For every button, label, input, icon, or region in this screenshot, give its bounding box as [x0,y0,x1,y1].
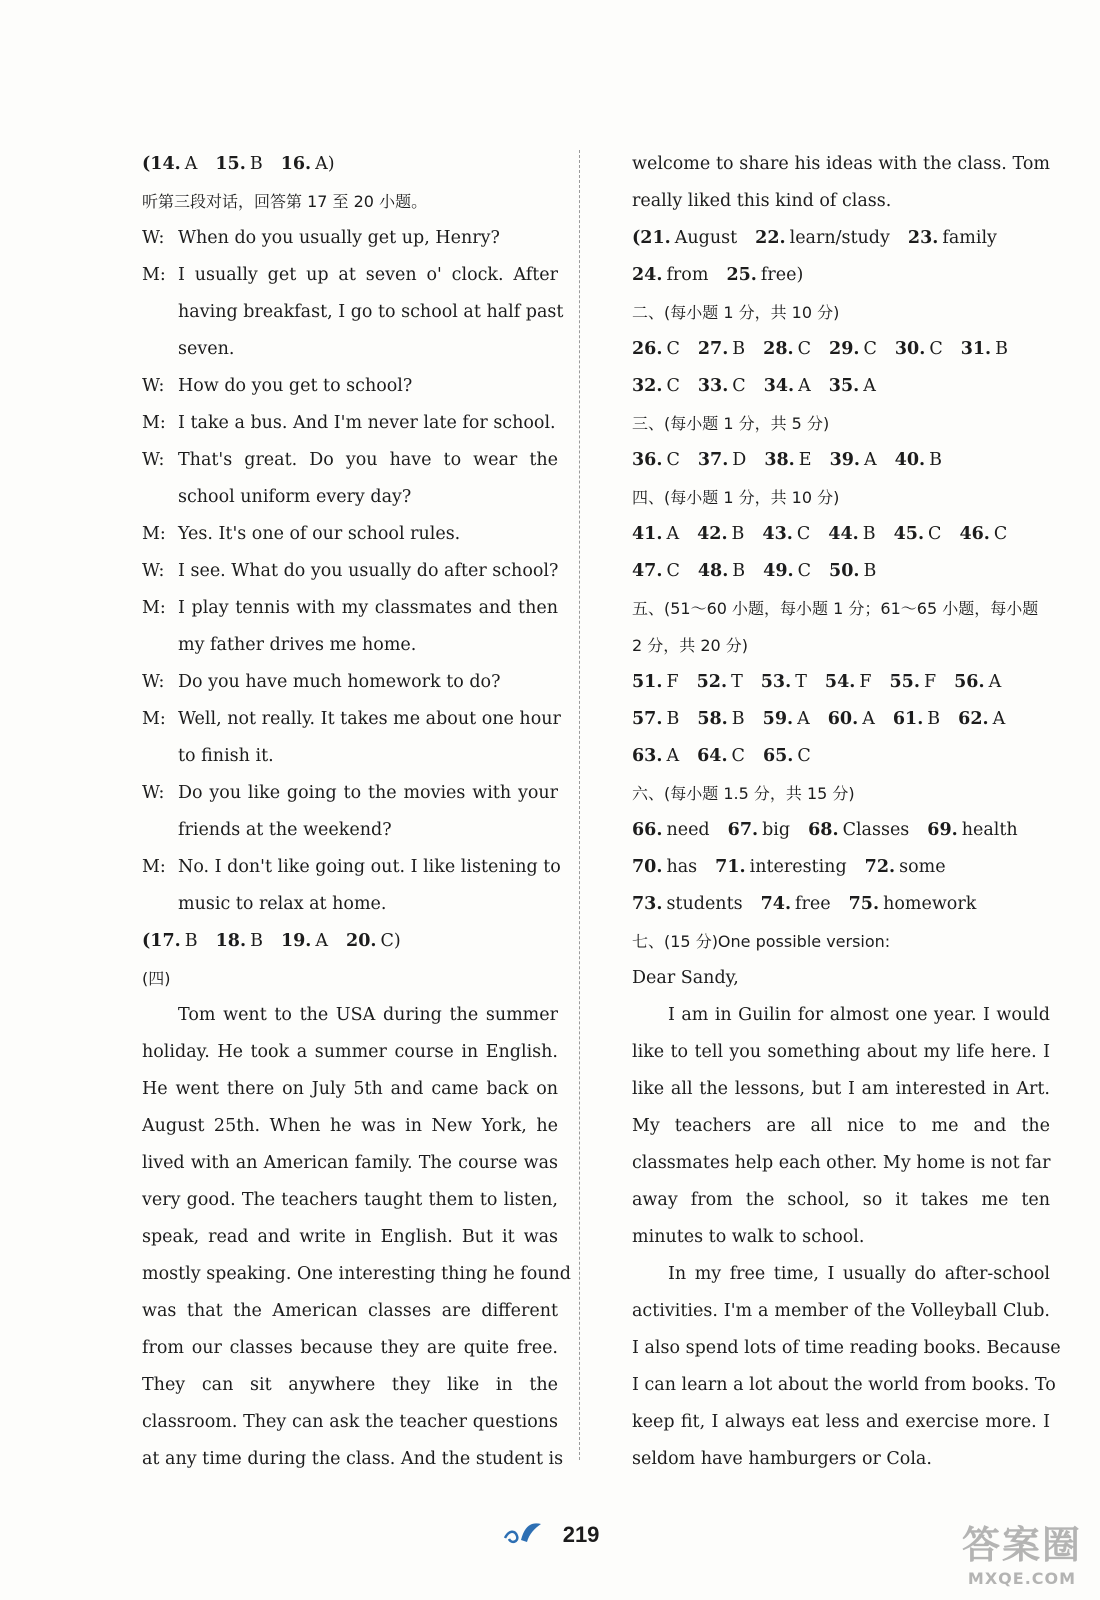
dialogue-line [142,775,558,812]
question-number: 42. [697,524,728,544]
paragraph-first-line: Tom went to the USA during the summer [178,1005,558,1025]
paragraph-line: away from the school, so it takes me ten [632,1190,1050,1210]
speaker-label: M: [142,857,166,877]
paragraph-line: I also spend lots of time reading books. Because [632,1338,1061,1358]
question-number: 44. [828,524,859,544]
answer-value: C [928,524,942,544]
question-number: 73. [632,894,663,914]
answer-value: D [732,450,747,470]
dialogue-line [142,849,561,886]
question-number: 71. [715,857,746,877]
question-number: 51. [632,672,663,692]
answer-value: C [666,450,680,470]
answer-value: F [859,672,872,692]
answer-value: A [315,931,329,951]
dialogue-line [142,664,558,701]
answer-value: Classes [842,820,910,840]
answer-value: A [862,709,875,729]
question-number: 65. [762,746,794,766]
dialogue-line [142,516,558,553]
dialogue-line [142,442,558,479]
paragraph-line: holiday. He took a summer course in English. [142,1042,558,1062]
answer-line [632,886,1050,923]
answer-line [632,553,1050,590]
dialogue-text: I see. What do you usually do after school? [178,561,559,581]
speaker-label: W: [142,376,165,396]
question-number: 37. [697,450,729,470]
answer-value: homework [883,894,977,914]
speaker-label: W: [142,561,165,581]
dialogue-text: When do you usually get up, Henry? [178,228,500,248]
question-number: 64. [697,746,728,766]
question-number: 70. [632,857,663,877]
paragraph-line: I can learn a lot about the world from books. To [632,1375,1056,1395]
question-number: 53. [760,672,792,692]
dialogue-line [142,590,558,627]
answer-value: free [795,894,831,914]
question-number: 19. [280,931,312,951]
answer-value: C) [380,931,401,951]
question-number: 47. [632,561,663,581]
dialogue-text: I play tennis with my classmates and then [178,598,558,618]
paragraph-line: Dear Sandy, [632,968,739,988]
paragraph-line: activities. I'm a member of the Volleyball Club. [632,1301,1050,1321]
dialogue-continuation: music to relax at home. [178,894,387,914]
question-number: (21. [632,228,671,248]
dialogue-text: No. I don't like going out. I like listening to [178,857,561,877]
question-number: 66. [632,820,663,840]
answer-value: A [863,376,876,396]
answer-line [632,257,1050,294]
watermark-brand: 答案圈 [961,1523,1082,1567]
paragraph-line: lived with an American family. The course was [142,1153,558,1173]
answer-value: C [929,339,943,359]
dialogue-text: How do you get to school? [178,376,413,396]
left-column [142,146,572,1478]
answer-value: B [249,154,263,174]
paragraph-line: minutes to walk to school. [632,1227,865,1247]
question-number: 62. [958,709,989,729]
section-heading: 三、(每小题 1 分，共 5 分) [632,414,830,433]
answer-value: C [666,561,680,581]
right-column [632,146,1061,1478]
paragraph-line: My teachers are all nice to me and the [632,1116,1050,1136]
answer-value: B [731,524,745,544]
answer-line [632,220,1050,257]
paragraph-first-line: I am in Guilin for almost one year. I would [668,1005,1050,1025]
answer-line [632,664,1050,701]
question-number: 41. [632,524,663,544]
paragraph-line: like all the lessons, but I am interested in Art. [632,1079,1050,1099]
section-heading: 2 分，共 20 分) [632,636,749,655]
paragraph-line: seldom have hamburgers or Cola. [632,1449,932,1469]
question-number: 33. [697,376,729,396]
answer-value: B [732,561,746,581]
answer-value: B [862,524,876,544]
answer-value: C [797,561,812,581]
dialogue-text: Do you like going to the movies with your [178,783,558,803]
speaker-label: M: [142,265,166,285]
section-heading: 五、(51～60 小题，每小题 1 分；61～65 小题，每小题 [632,599,1039,618]
answer-value: B [995,339,1009,359]
answer-line [142,146,558,183]
watermark-site: MXQE.COM [967,1569,1077,1588]
speaker-label: M: [142,524,166,544]
paragraph-line: was that the American classes are different [142,1301,558,1321]
answer-value: C [731,746,745,766]
paragraph-line: very good. The teachers taught them to listen, [142,1190,558,1210]
speaker-label: W: [142,783,165,803]
answer-value: T [731,672,743,692]
answer-value: C [797,339,812,359]
dialogue-text: That's great. Do you have to wear the [178,450,558,470]
question-number: 39. [829,450,861,470]
dialogue-continuation: friends at the weekend? [178,820,392,840]
question-number: 45. [893,524,925,544]
answer-value: B [863,561,877,581]
answer-value: A [666,746,680,766]
column-divider [579,150,580,1460]
answer-value: from [666,265,709,285]
paragraph-line: keep fit, I always eat less and exercise more. I [632,1412,1050,1432]
paragraph-line: from our classes because they are quite free. [142,1338,558,1358]
answer-value: T [795,672,807,692]
section-heading: 六、(每小题 1.5 分，共 15 分) [632,784,855,803]
question-number: 61. [892,709,924,729]
question-number: 50. [829,561,860,581]
answer-value: A) [315,154,335,174]
paragraph-line: really liked this kind of class. [632,191,892,211]
paragraph-line: speak, read and write in English. But it was [142,1227,558,1247]
answer-value: C [993,524,1008,544]
answer-value: A [864,450,877,470]
question-number: (14. [142,154,181,174]
answer-value: B [250,931,263,951]
dialogue-continuation: seven. [178,339,235,359]
question-number: (17. [142,931,181,951]
answer-line [142,923,558,960]
answer-value: B [731,709,745,729]
publisher-logo-icon [501,1520,545,1552]
question-number: 32. [632,376,663,396]
answer-line [632,516,1050,553]
answer-value: need [666,820,710,840]
answer-line [632,701,1050,738]
answer-value: family [942,228,997,248]
question-number: 60. [827,709,859,729]
answer-value: F [923,672,937,692]
answer-value: B [666,709,680,729]
question-number: 15. [215,154,246,174]
question-number: 74. [760,894,792,914]
question-number: 75. [848,894,880,914]
answer-value: A [184,154,198,174]
answer-value: B [927,709,941,729]
answer-value: E [798,450,812,470]
dialogue-line [142,701,561,738]
question-number: 38. [764,450,795,470]
question-number: 16. [280,154,312,174]
question-number: 49. [763,561,794,581]
question-number: 25. [726,265,757,285]
answer-value: students [666,894,743,914]
question-number: 27. [697,339,729,359]
question-number: 26. [632,339,663,359]
answer-value: C [666,376,680,396]
answer-value: C [732,376,746,396]
answer-value: B [184,931,198,951]
answer-value: F [666,672,679,692]
paragraph-line: mostly speaking. One interesting thing he found [142,1264,572,1284]
dialogue-text: Well, not really. It takes me about one hour [178,709,561,729]
paragraph-line: classroom. They can ask the teacher questions [142,1412,558,1432]
answer-line [632,331,1050,368]
question-number: 35. [828,376,860,396]
question-number: 28. [763,339,794,359]
dialogue-continuation: school uniform every day? [178,487,412,507]
answer-value: free) [760,265,804,285]
paragraph-line: at any time during the class. And the student is [142,1449,564,1469]
question-number: 30. [894,339,926,359]
question-number: 36. [632,450,663,470]
question-number: 58. [697,709,728,729]
answer-line [632,442,1050,479]
answer-value: August [674,228,738,248]
dialogue-text: I usually get up at seven o' clock. After [178,265,558,285]
question-number: 55. [889,672,920,692]
question-number: 31. [960,339,992,359]
dialogue-text: Yes. It's one of our school rules. [178,524,461,544]
answer-value: health [961,820,1018,840]
paragraph-first-line: In my free time, I usually do after-school [668,1264,1050,1284]
question-number: 57. [632,709,663,729]
question-number: 46. [959,524,990,544]
speaker-label: M: [142,598,166,618]
dialogue-line [142,368,558,405]
answer-value: C [796,524,811,544]
question-number: 34. [763,376,795,396]
answer-value: C [797,746,811,766]
paragraph-line: They can sit anywhere they like in the [142,1375,558,1395]
dialogue-line [142,220,558,257]
paragraph-line: He went there on July 5th and came back on [142,1079,558,1099]
question-number: 48. [697,561,729,581]
dialogue-continuation: having breakfast, I go to school at half past [178,302,564,322]
answer-value: A [797,709,810,729]
dialogue-continuation: to finish it. [178,746,274,766]
answer-value: big [762,820,791,840]
page-footer [0,1520,1100,1552]
answer-value: C [863,339,877,359]
question-number: 22. [755,228,786,248]
section-heading: 四、(每小题 1 分，共 10 分) [632,488,840,507]
section-heading: 听第三段对话，回答第 17 至 20 小题。 [142,192,428,211]
answer-value: A [992,709,1006,729]
question-number: 69. [927,820,958,840]
paragraph-line: August 25th. When he was in New York, he [142,1116,558,1136]
answer-line [632,812,1050,849]
question-number: 56. [954,672,985,692]
dialogue-continuation: my father drives me home. [178,635,417,655]
dialogue-text: I take a bus. And I'm never late for school. [178,413,556,433]
answer-value: has [666,857,698,877]
speaker-label: M: [142,709,166,729]
answer-line [632,368,1050,405]
speaker-label: W: [142,672,165,692]
section-heading: 七、(15 分)One possible version: [632,932,891,951]
question-number: 29. [829,339,860,359]
answer-value: some [899,857,946,877]
question-number: 54. [824,672,856,692]
dialogue-line [142,405,558,442]
answer-value: learn/study [789,228,890,248]
question-number: 43. [762,524,793,544]
answer-value: A [988,672,1002,692]
paragraph-line: classmates help each other. My home is not far [632,1153,1051,1173]
question-number: 72. [864,857,896,877]
question-number: 40. [894,450,926,470]
dialogue-line [142,257,558,294]
question-number: 67. [727,820,759,840]
answer-value: C [666,339,680,359]
watermark [962,1514,1082,1588]
speaker-label: W: [142,450,165,470]
speaker-label: W: [142,228,165,248]
answer-line [632,849,1050,886]
paragraph-line: welcome to share his ideas with the class. Tom [632,154,1050,174]
dialogue-text: Do you have much homework to do? [178,672,501,692]
question-number: 63. [632,746,663,766]
question-number: 24. [632,265,663,285]
speaker-label: M: [142,413,166,433]
answer-value: interesting [749,857,847,877]
answer-value: B [732,339,746,359]
question-number: 52. [696,672,728,692]
dialogue-line [142,553,558,590]
page-number: 219 [562,1521,600,1547]
question-number: 59. [762,709,794,729]
question-number: 23. [907,228,939,248]
question-number: 68. [808,820,839,840]
paragraph-line: like to tell you something about my life here. I [632,1042,1050,1062]
question-number: 18. [215,931,247,951]
answer-value: A [666,524,680,544]
question-number: 20. [346,931,377,951]
answer-value: A [798,376,811,396]
answer-value: B [929,450,942,470]
answer-line [632,738,1050,775]
section-heading: (四) [142,969,171,988]
section-heading: 二、(每小题 1 分，共 10 分) [632,303,840,322]
